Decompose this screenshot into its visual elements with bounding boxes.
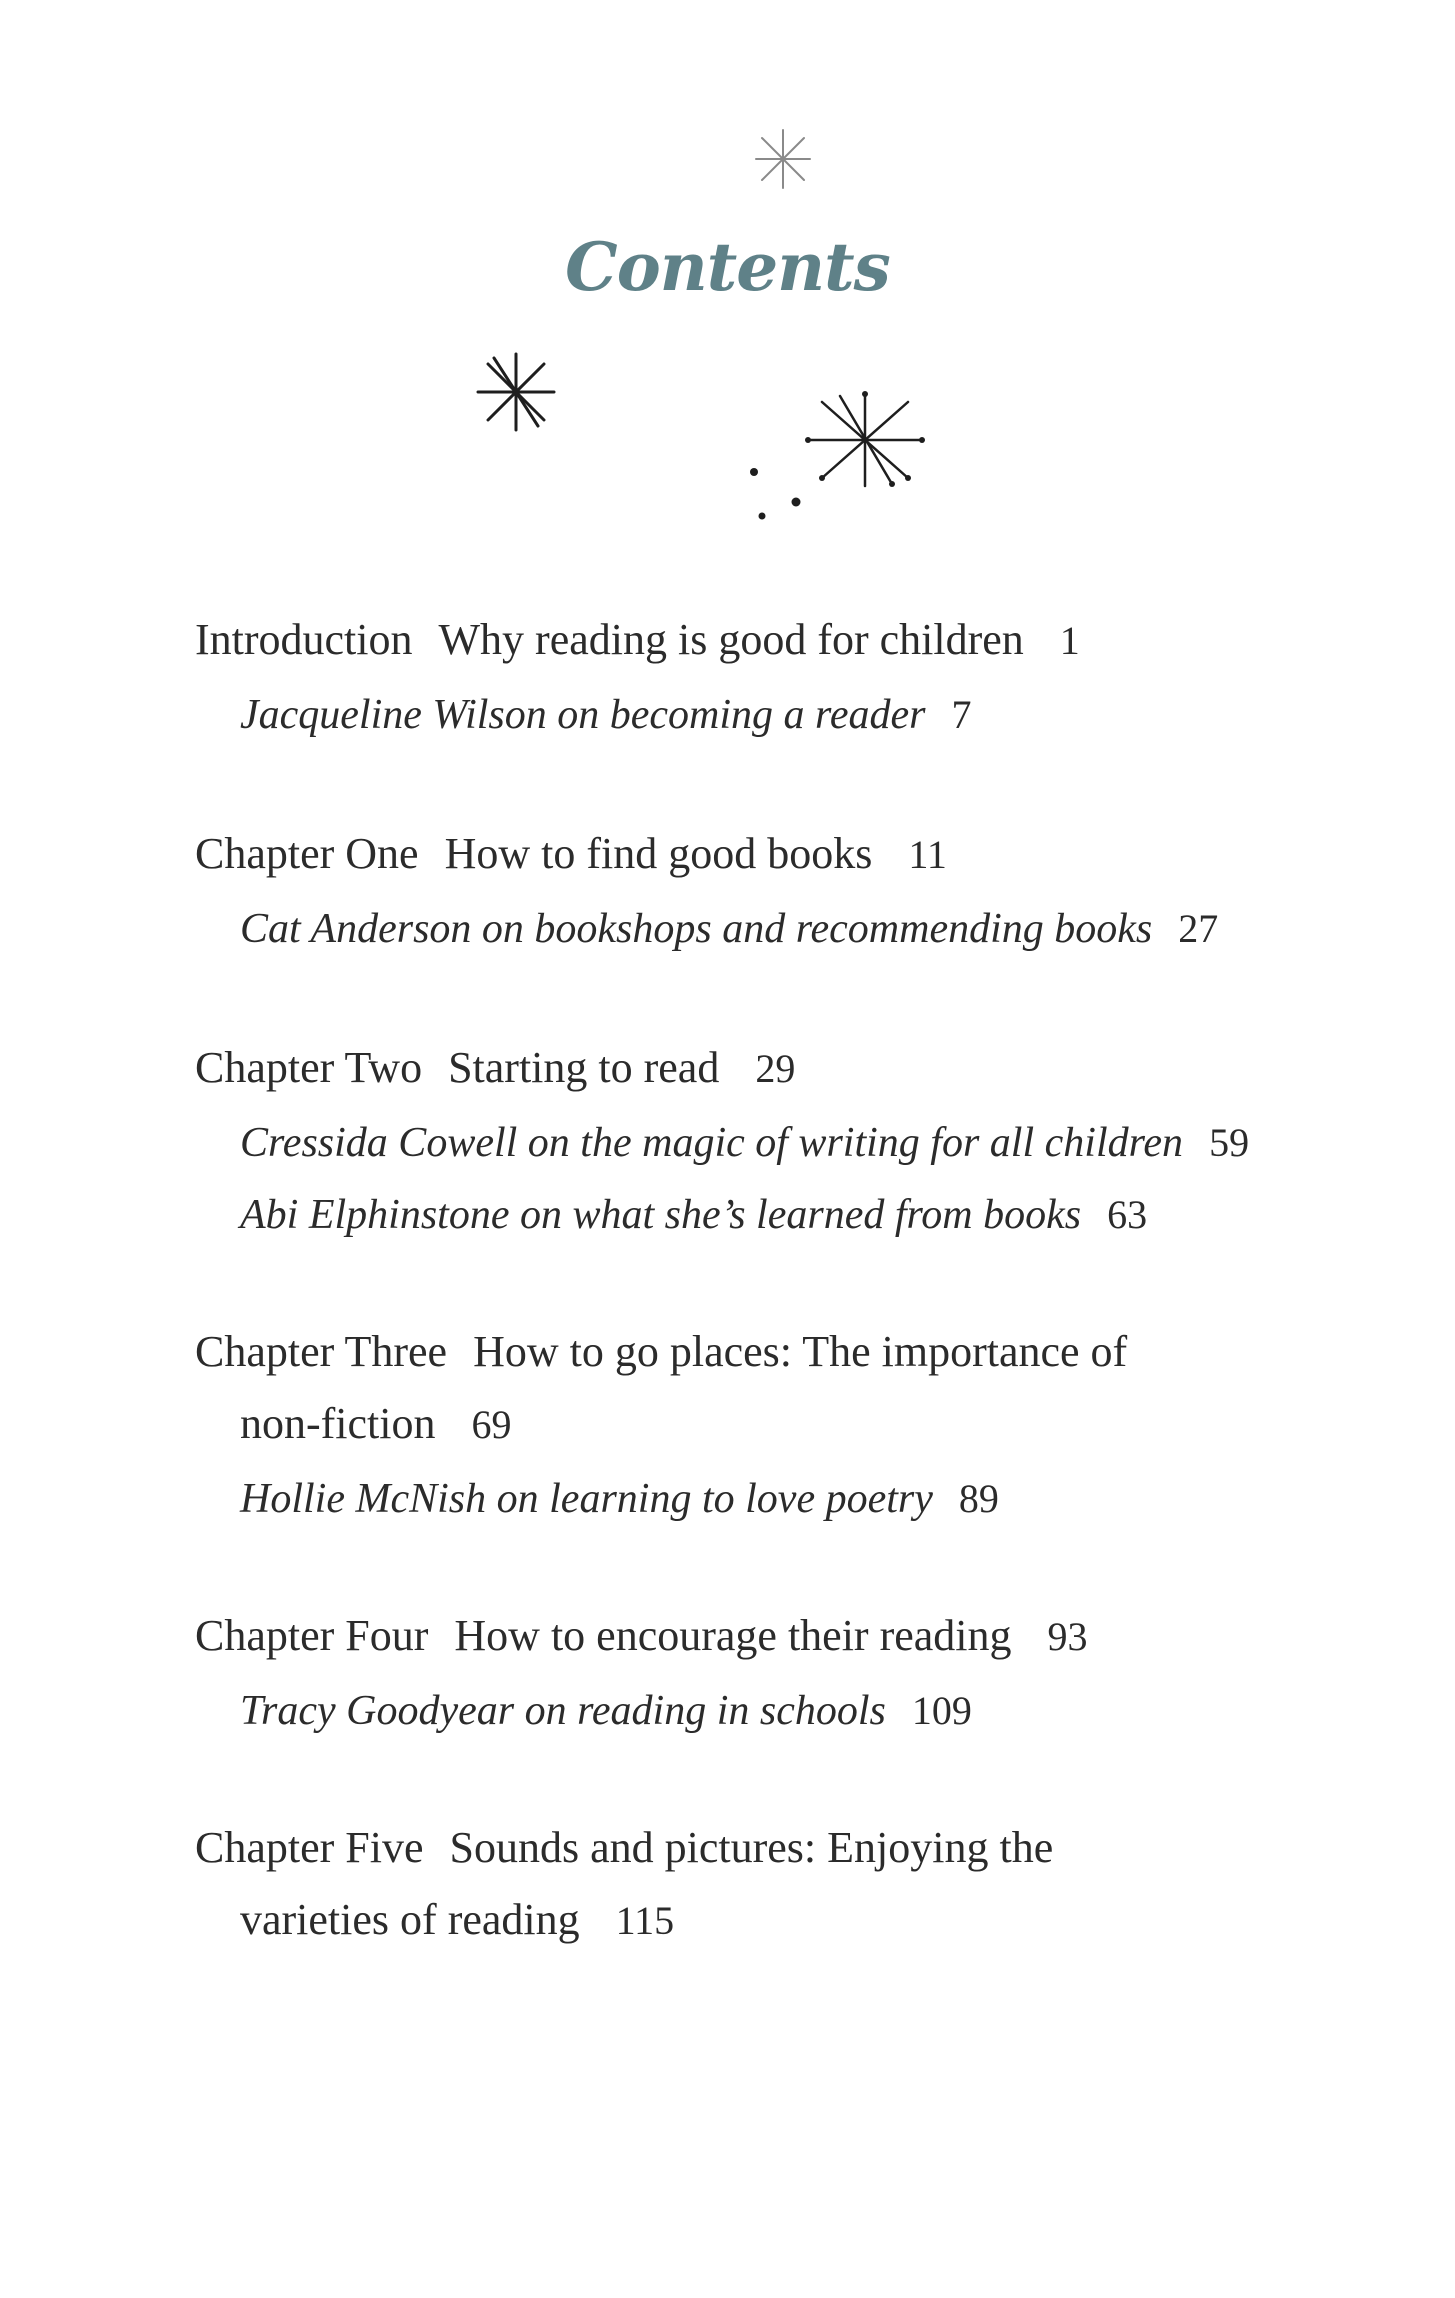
page-number: 59	[1209, 1120, 1250, 1165]
page-number: 63	[1107, 1192, 1148, 1237]
essay-title: Hollie McNish on learning to love poetry	[240, 1476, 933, 1522]
chapter-label: Chapter Two	[195, 1043, 423, 1092]
toc-entry-chapter-two[interactable]	[195, 1043, 796, 1092]
chapter-title-continued: non-fiction	[240, 1399, 436, 1448]
toc-entry-chapter-three[interactable]	[195, 1327, 1128, 1376]
toc-entry-introduction[interactable]	[195, 615, 1080, 664]
chapter-label: Chapter Three	[195, 1327, 448, 1376]
page-number: 29	[755, 1046, 796, 1091]
page-number: 69	[471, 1402, 512, 1447]
toc-entry-chapter-one[interactable]	[195, 829, 947, 878]
chapter-label: Chapter Four	[195, 1611, 429, 1660]
toc-entry-chapter-three-continued[interactable]	[240, 1399, 512, 1448]
page-number: 89	[958, 1476, 999, 1521]
snowflake-icon	[800, 390, 930, 490]
page-number: 115	[615, 1898, 675, 1943]
essay-title: Cressida Cowell on the magic of writing for all children	[240, 1120, 1184, 1166]
page-number: 7	[951, 692, 972, 737]
chapter-title: Sounds and pictures: Enjoying the	[449, 1823, 1054, 1872]
page-number: 11	[908, 832, 947, 877]
chapter-title-continued: varieties of reading	[240, 1895, 580, 1944]
toc-entry-chapter-four[interactable]	[195, 1611, 1088, 1660]
toc-entry-chapter-five[interactable]	[195, 1823, 1054, 1872]
chapter-title: Starting to read	[448, 1043, 720, 1092]
chapter-label: Chapter One	[195, 829, 419, 878]
toc-entry-chapter-five-continued[interactable]	[240, 1895, 675, 1944]
chapter-title: How to find good books	[444, 829, 873, 878]
snowflake-icon	[474, 350, 558, 434]
page-number: 93	[1047, 1614, 1088, 1659]
chapter-title: Why reading is good for children	[438, 615, 1024, 664]
essay-title: Cat Anderson on bookshops and recommending books	[240, 906, 1153, 952]
toc-essay-entry[interactable]	[240, 1122, 1249, 1164]
chapter-title: How to go places: The importance of	[473, 1327, 1128, 1376]
page-number: 109	[911, 1688, 972, 1733]
dot-cluster	[748, 462, 808, 522]
snowflake-icon	[752, 128, 814, 190]
toc-essay-entry[interactable]	[240, 1194, 1147, 1236]
chapter-label: Chapter Five	[195, 1823, 424, 1872]
chapter-label: Introduction	[195, 615, 413, 664]
chapter-title: How to encourage their reading	[454, 1611, 1012, 1660]
page-number: 27	[1178, 906, 1219, 951]
page-number: 1	[1059, 618, 1080, 663]
toc-essay-entry[interactable]	[240, 1690, 972, 1732]
toc-essay-entry[interactable]	[240, 1478, 999, 1520]
essay-title: Jacqueline Wilson on becoming a reader	[240, 692, 926, 738]
essay-title: Abi Elphinstone on what she’s learned from books	[240, 1192, 1082, 1238]
page-title: Contents	[565, 228, 890, 306]
toc-essay-entry[interactable]	[240, 694, 971, 736]
essay-title: Tracy Goodyear on reading in schools	[240, 1688, 886, 1734]
toc-essay-entry[interactable]	[240, 908, 1218, 950]
